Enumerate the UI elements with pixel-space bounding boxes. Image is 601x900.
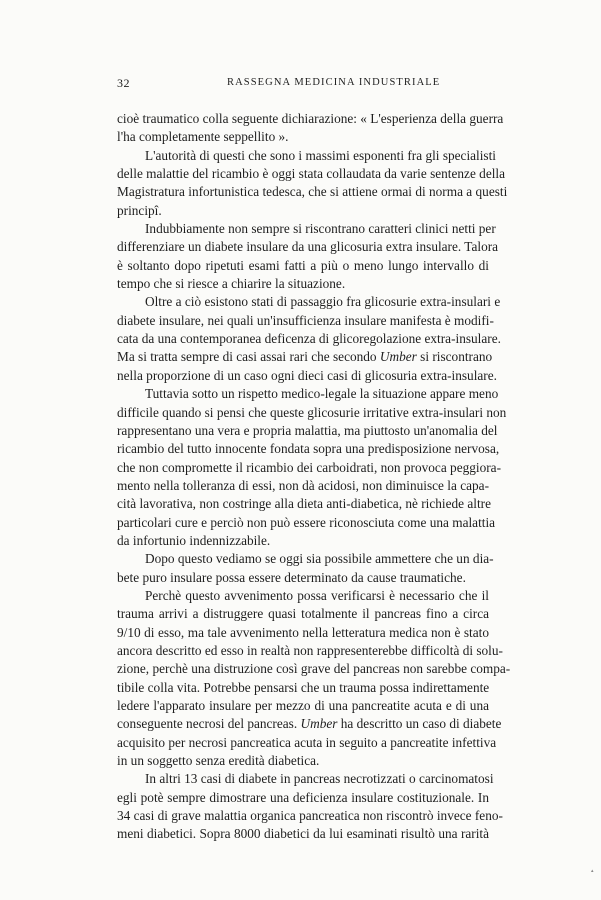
- text-line: Indubbiamente non sempre si riscontrano caratteri clinici netti per: [145, 221, 496, 237]
- text-line: Oltre a ciò esistono stati di passaggio fra glicosurie extra-insulari e: [145, 294, 501, 310]
- text-line: meni diabetici. Sopra 8000 diabetici da lui esaminati risultò una rarità: [117, 826, 489, 842]
- text-line: da infortunio indennizzabile.: [117, 532, 271, 548]
- text-line: Tuttavia sotto un rispetto medico-legale la situazione appare meno: [145, 386, 499, 402]
- text-line: acquisito per necrosi pancreatica acuta in seguito a pancreatite infettiva: [117, 734, 497, 750]
- text-line: Perchè questo avvenimento possa verificarsi è necessario che il: [145, 587, 489, 603]
- text-line: egli potè sempre dimostrare una deficienza insulare costituzionale. In: [117, 789, 489, 805]
- text-line: [117, 715, 502, 733]
- text-line: tempo che si riesce a chiarire la situazione.: [117, 276, 346, 292]
- text-line: ricambio del tutto innocente fondata sopra una predisposizione nervosa,: [117, 441, 500, 457]
- text-line: bete puro insulare possa essere determinato da cause traumatiche.: [117, 569, 466, 585]
- text-line: 34 casi di grave malattia organica pancreatica non riscontrò invece feno-: [117, 808, 503, 824]
- text-line: L'autorità di questi che sono i massimi esponenti fra gli specialisti: [145, 147, 496, 163]
- text-line: principî.: [117, 202, 162, 218]
- text-line: delle malattie del ricambio è oggi stata collaudata da varie sentenze della: [117, 166, 506, 182]
- text-line: cità lavorativa, non costringe alla dieta anti-diabetica, nè richiede altre: [117, 496, 491, 512]
- text-segment: ha descritto un caso di diabete: [340, 716, 502, 732]
- page-number: 32: [117, 76, 130, 90]
- text-line: tibile colla vita. Potrebbe pensarsi che un trauma possa indirettamente: [117, 679, 490, 695]
- text-line: l'ha completamente seppellito ».: [117, 129, 289, 145]
- text-line: 9/10 di esso, ma tale avvenimento nella letteratura medica non è stato: [117, 624, 489, 640]
- text-line: rappresentano una vera e propria malattia, ma piuttosto un'anomalia del: [117, 422, 498, 438]
- text-line: diabete insulare, nei quali un'insufficienza insulare manifesta è modifi-: [117, 312, 494, 328]
- author-name-umber: Umber: [379, 349, 417, 365]
- text-line: che non compromette il ricambio dei carboidrati, non provoca peggiora-: [117, 459, 501, 475]
- text-line: cioè traumatico colla seguente dichiarazione: « L'esperienza della guerra: [117, 111, 504, 126]
- text-line: particolari cure e perciò non può essere riconosciuta come una malattia: [117, 514, 496, 530]
- text-segment: Ma si tratta sempre di casi assai rari che secondo: [117, 349, 377, 365]
- author-name-umber: Umber: [300, 716, 338, 732]
- running-title: RASSEGNA MEDICINA INDUSTRIALE: [227, 77, 441, 88]
- scan-marker: ▴: [591, 869, 594, 874]
- text-line: In altri 13 casi di diabete in pancreas necrotizzati o carcinomatosi: [145, 771, 494, 787]
- text-segment: si riscontrano: [420, 349, 493, 365]
- text-line: Dopo questo vediamo se oggi sia possibile ammettere che un dia-: [145, 551, 494, 567]
- text-line: nella proporzione di un caso ogni dieci casi di glicosuria extra-insulare.: [117, 367, 497, 383]
- text-line: zione, perchè una distruzione così grave del pancreas non sarebbe compa-: [117, 661, 511, 677]
- text-line: cata da una contemporanea deficenza di glicoregolazione extra-insulare.: [117, 331, 501, 347]
- text-line: ledere l'apparato insulare per mezzo di una pancreatite acuta e di una: [117, 698, 489, 713]
- text-line: difficile quando si pensi che queste glicosurie irritative extra-insulari non: [117, 404, 507, 420]
- text-segment: conseguente necrosi del pancreas.: [117, 716, 298, 732]
- body-text: [117, 110, 511, 844]
- text-line: è soltanto dopo ripetuti esami fatti a più o meno lungo intervallo di: [117, 257, 489, 273]
- text-line: mento nella tolleranza di essi, non dà acidosi, non diminuisce la capa-: [117, 477, 489, 493]
- page-header: [117, 76, 489, 92]
- text-line: [117, 348, 493, 366]
- text-line: ancora descritto ed esso in realtà non rappresenterebbe difficoltà di solu-: [117, 642, 503, 658]
- text-line: trauma arrivi a distruggere quasi totalmente il pancreas fino a circa: [117, 606, 489, 622]
- text-line: differenziare un diabete insulare da una glicosuria extra insulare. Talora: [117, 239, 499, 255]
- text-line: in un soggetto senza eredità diabetica.: [117, 753, 320, 769]
- text-line: Magistratura infortunistica tedesca, che si attiene ormai di norma a questi: [117, 184, 508, 200]
